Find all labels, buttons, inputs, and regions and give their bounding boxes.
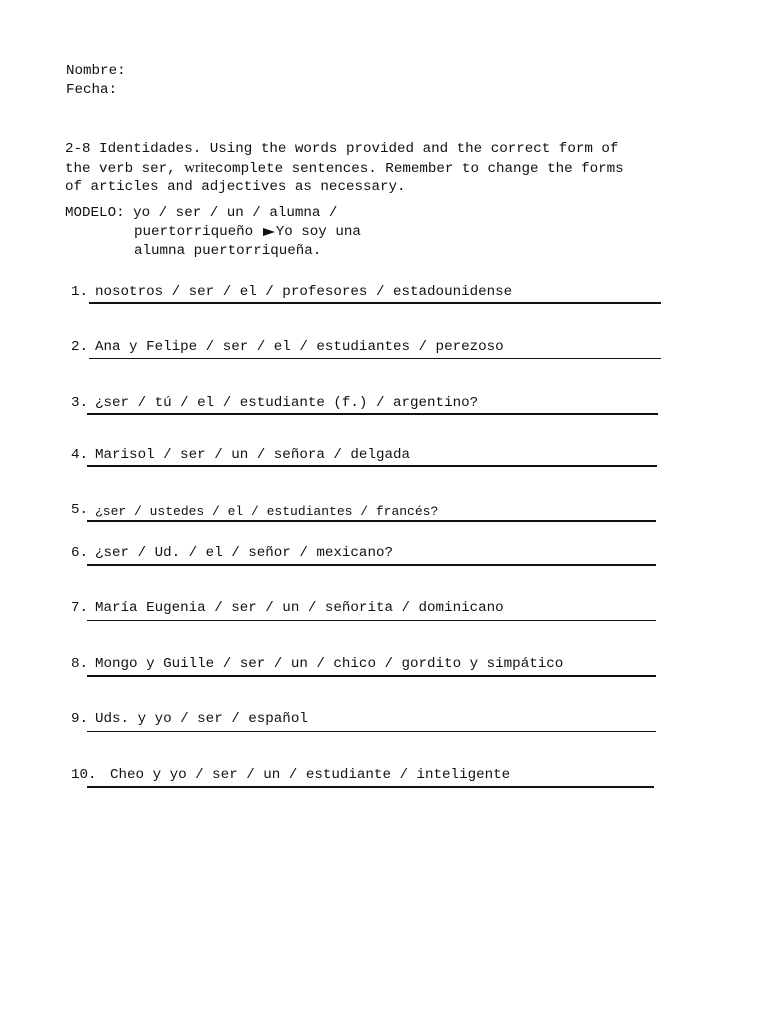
- model-line-2: [134, 223, 361, 242]
- item-prompt: ¿ser / ustedes / el / estudiantes / francés?: [95, 504, 439, 519]
- date-label: Fecha:: [66, 82, 118, 98]
- item-number: 5.: [71, 502, 89, 518]
- instructions-line-2: [65, 159, 624, 179]
- item-prompt: Marisol / ser / un / señora / delgada: [95, 447, 411, 463]
- item-number: 2.: [71, 339, 89, 355]
- answer-line[interactable]: [89, 358, 661, 359]
- name-label: Nombre:: [66, 63, 126, 79]
- item-prompt: Cheo y yo / ser / un / estudiante / inteligente: [110, 767, 511, 783]
- instructions-line-1: 2-8 Identidades. Using the words provided and the correct form of: [65, 141, 619, 157]
- item-prompt: ¿ser / Ud. / el / señor / mexicano?: [95, 545, 393, 561]
- item-number: 7.: [71, 600, 89, 616]
- item-number: 6.: [71, 545, 89, 561]
- item-prompt: Mongo y Guille / ser / un / chico / gordito y simpático: [95, 656, 564, 672]
- answer-line[interactable]: [87, 520, 656, 522]
- instructions-write-word: write: [184, 160, 216, 176]
- item-prompt: María Eugenia / ser / un / señorita / dominicano: [95, 600, 504, 616]
- instructions-text: the verb ser,: [65, 161, 185, 177]
- item-prompt: Ana y Felipe / ser / el / estudiantes / perezoso: [95, 339, 504, 355]
- answer-line[interactable]: [87, 675, 656, 677]
- right-arrow-icon: [263, 228, 275, 236]
- model-prompt-text: puertorriqueño: [134, 224, 262, 240]
- item-prompt: ¿ser / tú / el / estudiante (f.) / argentino?: [95, 395, 479, 411]
- item-number: 3.: [71, 395, 89, 411]
- item-prompt: Uds. y yo / ser / español: [95, 711, 308, 727]
- answer-line[interactable]: [87, 413, 658, 415]
- model-line-1: MODELO: yo / ser / un / alumna /: [65, 205, 338, 221]
- instructions-text: complete sentences. Remember to change the forms: [215, 161, 624, 177]
- item-number: 1.: [71, 284, 89, 300]
- answer-line[interactable]: [87, 731, 656, 732]
- model-line-3: alumna puertorriqueña.: [134, 243, 322, 259]
- item-number: 8.: [71, 656, 89, 672]
- answer-line[interactable]: [87, 564, 656, 566]
- answer-line[interactable]: [87, 786, 654, 788]
- answer-line[interactable]: [87, 620, 656, 621]
- instructions-line-3: of articles and adjectives as necessary.: [65, 179, 406, 195]
- answer-line[interactable]: [87, 465, 657, 467]
- model-answer-text: Yo soy una: [275, 224, 361, 240]
- answer-line[interactable]: [89, 302, 661, 304]
- item-prompt: nosotros / ser / el / profesores / estadounidense: [95, 284, 513, 300]
- item-number: 4.: [71, 447, 89, 463]
- item-number: 10.: [71, 767, 97, 783]
- item-number: 9.: [71, 711, 89, 727]
